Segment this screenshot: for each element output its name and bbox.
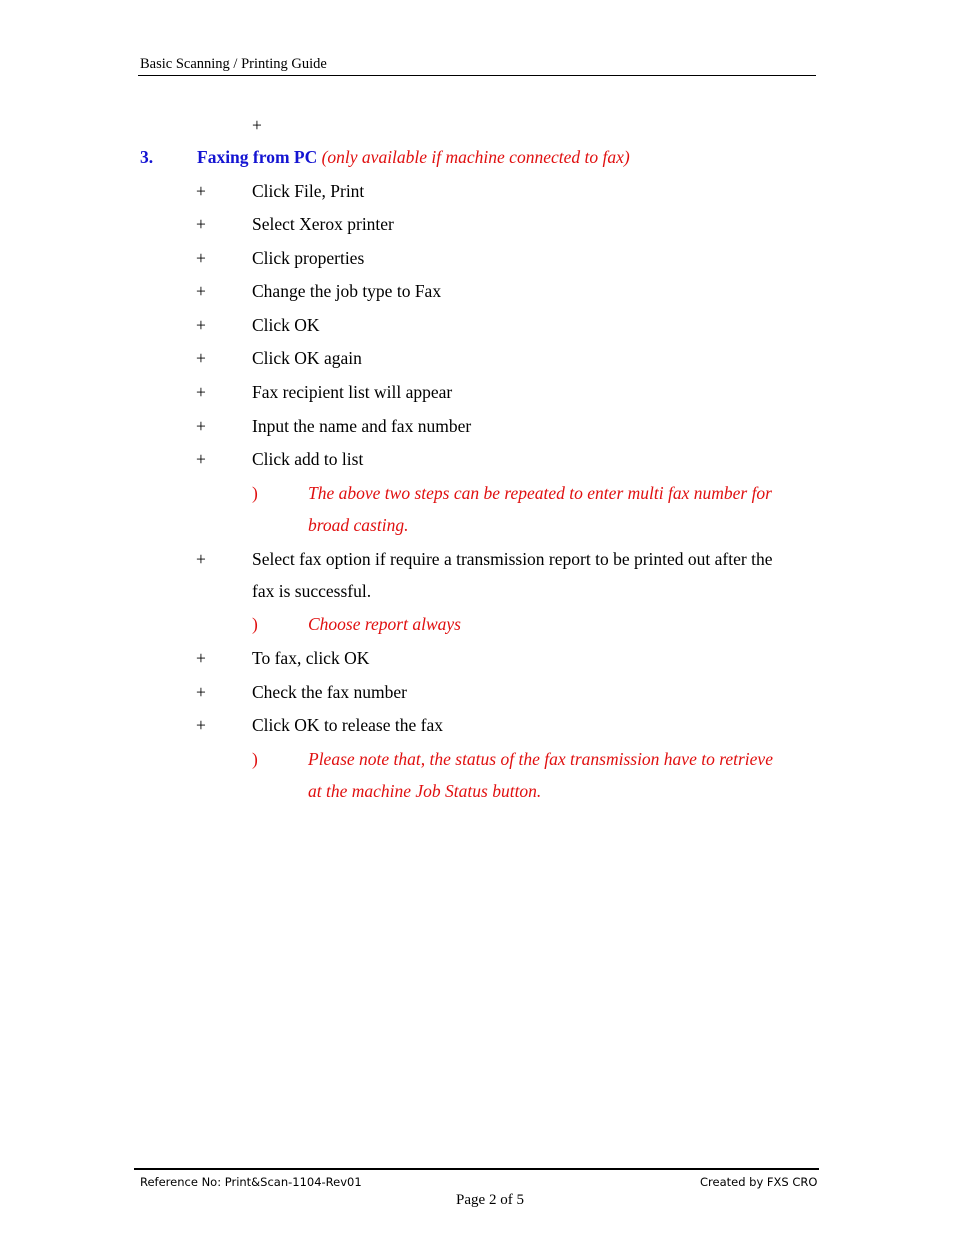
bullet-mark: + — [196, 248, 206, 268]
step-text: Click properties — [252, 248, 365, 268]
section-heading — [197, 146, 630, 168]
note-text: The above two steps can be repeated to enter multi fax number for — [308, 483, 772, 503]
bullet-mark: + — [196, 682, 206, 702]
step-text: Check the fax number — [252, 682, 408, 702]
section-note: (only available if machine connected to fax) — [321, 147, 630, 167]
section-title: Faxing from PC — [197, 147, 318, 167]
step-text: Input the name and fax number — [252, 416, 472, 436]
page-number: Page 2 of 5 — [456, 1192, 524, 1208]
step-text: Click File, Print — [252, 181, 365, 201]
bullet-mark: + — [252, 115, 262, 135]
step-text: Click OK again — [252, 348, 362, 368]
footer-rule — [134, 1168, 819, 1170]
bullet-mark: + — [196, 348, 206, 368]
header-rule — [138, 75, 816, 76]
bullet-mark: + — [196, 416, 206, 436]
step-text: Click OK — [252, 315, 320, 335]
bullet-mark: + — [196, 281, 206, 301]
bullet-mark: + — [196, 315, 206, 335]
note-text: Choose report always — [308, 614, 461, 634]
note-mark: ) — [252, 614, 258, 634]
step-text: Select fax option if require a transmission report to be printed out after the — [252, 549, 773, 569]
section-number: 3. — [140, 147, 154, 167]
step-text: Fax recipient list will appear — [252, 382, 453, 402]
note-mark: ) — [252, 483, 258, 503]
note-mark: ) — [252, 749, 258, 769]
bullet-mark: + — [196, 648, 206, 668]
bullet-mark: + — [196, 449, 206, 469]
header-title: Basic Scanning / Printing Guide — [140, 56, 327, 72]
step-text: Click add to list — [252, 449, 364, 469]
bullet-mark: + — [196, 382, 206, 402]
step-text: Click OK to release the fax — [252, 715, 443, 735]
note-text: at the machine Job Status button. — [308, 781, 542, 801]
bullet-mark: + — [196, 715, 206, 735]
bullet-mark: + — [196, 181, 206, 201]
note-text: broad casting. — [308, 515, 409, 535]
bullet-mark: + — [196, 214, 206, 234]
note-text: Please note that, the status of the fax transmission have to retrieve — [308, 749, 773, 769]
footer-created-by: Created by FXS CRO — [700, 1175, 818, 1189]
step-text: To fax, click OK — [252, 648, 370, 668]
step-text: Change the job type to Fax — [252, 281, 442, 301]
step-text: fax is successful. — [252, 581, 372, 601]
bullet-mark: + — [196, 549, 206, 569]
step-text: Select Xerox printer — [252, 214, 394, 234]
footer-reference: Reference No: Print&Scan-1104-Rev01 — [140, 1175, 362, 1189]
